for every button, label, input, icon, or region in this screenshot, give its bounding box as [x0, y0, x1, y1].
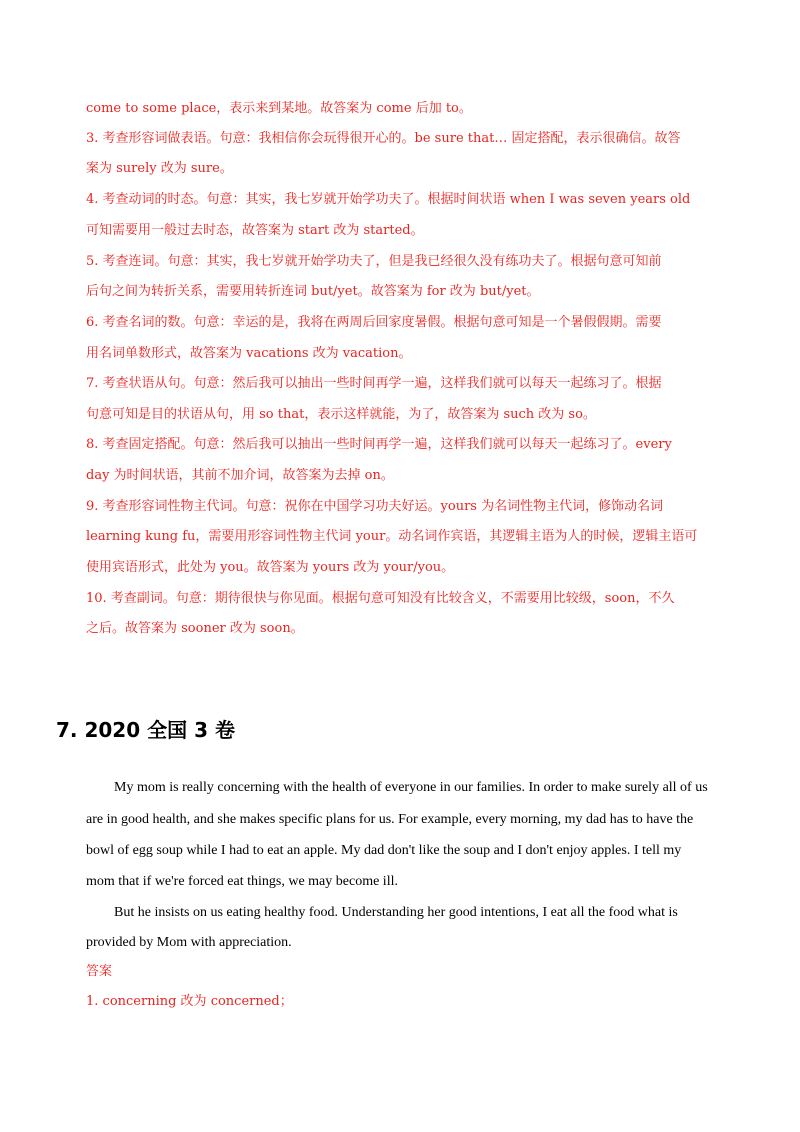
explanation-line: 6. 考查名词的数。句意：幸运的是，我将在两周后回家度暑假。根据句意可知是一个暑假假期。需要	[86, 315, 662, 330]
answer-label: 答案	[86, 964, 113, 979]
explanation-line: 7. 考查状语从句。句意：然后我可以抽出一些时间再学一遍，这样我们就可以每天一起练习了。根据	[86, 376, 662, 391]
explanation-line: 后句之间为转折关系，需要用转折连词 but/yet。故答案为 for 改为 but/yet。	[86, 284, 540, 299]
explanation-line: 可知需要用一般过去时态，故答案为 start 改为 started。	[86, 223, 424, 238]
explanation-line: 用名词单数形式，故答案为 vacations 改为 vacation。	[86, 346, 412, 361]
explanation-line: 案为 surely 改为 sure。	[86, 161, 233, 176]
explanation-line: come to some place，表示来到某地。故答案为 come 后加 to。	[86, 101, 472, 116]
explanation-line: 10. 考查副词。句意：期待很快与你见面。根据句意可知没有比较含义，不需要用比较级，soon，不久	[86, 591, 675, 606]
passage-line: My mom is really concerning with the health of everyone in our families. In order to make surely all of us	[114, 780, 708, 795]
explanation-line: 4. 考查动词的时态。句意：其实，我七岁就开始学功夫了。根据时间状语 when I was seven years old	[86, 192, 691, 207]
passage-line: provided by Mom with appreciation.	[86, 935, 292, 950]
passage-line: mom that if we're forced eat things, we may become ill.	[86, 874, 398, 889]
section-heading: 7. 2020 全国 3 卷	[56, 718, 235, 742]
explanation-line: day 为时间状语，其前不加介词，故答案为去掉 on。	[86, 468, 394, 483]
explanation-line: 3. 考查形容词做表语。句意：我相信你会玩得很开心的。be sure that… 固定搭配，表示很确信。故答	[86, 131, 681, 146]
explanation-line: 9. 考查形容词性物主代词。句意：祝你在中国学习功夫好运。yours 为名词性物主代词，修饰动名词	[86, 499, 664, 514]
explanation-line: 8. 考查固定搭配。句意：然后我可以抽出一些时间再学一遍，这样我们就可以每天一起练习了。every	[86, 437, 672, 452]
explanation-line: 句意可知是目的状语从句，用 so that，表示这样就能，为了，故答案为 such 改为 so。	[86, 407, 596, 422]
explanation-line: learning kung fu，需要用形容词性物主代词 your。动名词作宾语，其逻辑主语为人的时候，逻辑主语可	[86, 529, 698, 544]
passage-line: But he insists on us eating healthy food. Understanding her good intentions, I eat all the food what is	[114, 905, 678, 920]
explanation-line: 之后。故答案为 sooner 改为 soon。	[86, 621, 304, 636]
explanation-line: 使用宾语形式，此处为 you。故答案为 yours 改为 your/you。	[86, 560, 455, 575]
passage-line: are in good health, and she makes specific plans for us. For example, every morning, my dad has to have the	[86, 812, 694, 827]
answer-item: 1. concerning 改为 concerned；	[86, 994, 293, 1009]
explanation-line: 5. 考查连词。句意：其实，我七岁就开始学功夫了，但是我已经很久没有练功夫了。根据句意可知前	[86, 254, 662, 269]
passage-line: bowl of egg soup while I had to eat an apple. My dad don't like the soup and I don't enjoy apples. I tell my	[86, 843, 682, 858]
